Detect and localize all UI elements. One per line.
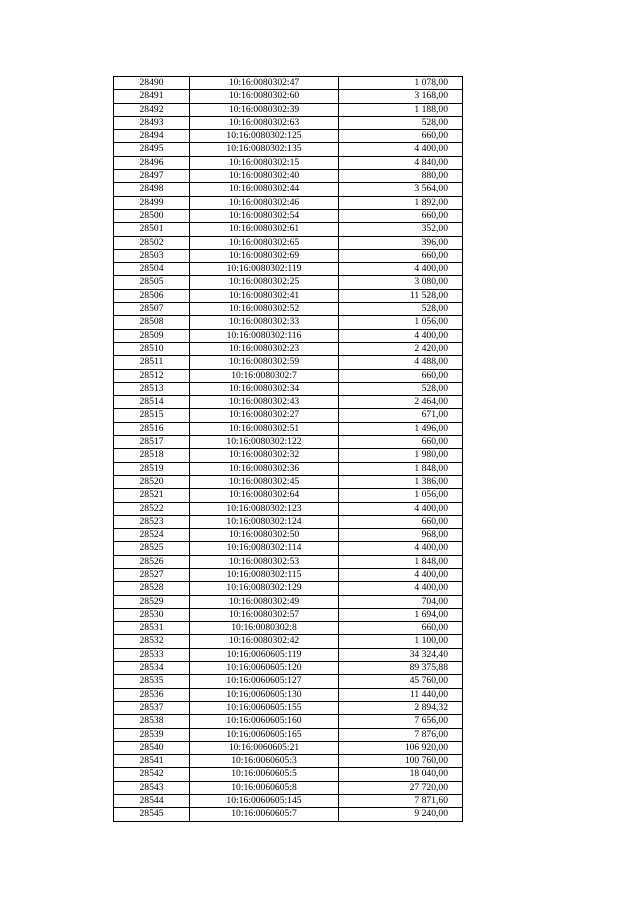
cadastral-number-cell: 10:16:0080302:15 [190, 156, 339, 169]
table-row [114, 103, 463, 116]
amount-cell: 660,00 [339, 436, 463, 449]
table-row [114, 622, 463, 635]
row-number-cell: 28494 [114, 130, 190, 143]
row-number-cell: 28497 [114, 170, 190, 183]
amount-cell: 1 056,00 [339, 489, 463, 502]
table-row [114, 715, 463, 728]
row-number-cell: 28528 [114, 582, 190, 595]
row-number-cell: 28509 [114, 329, 190, 342]
amount-cell: 1 980,00 [339, 449, 463, 462]
row-number-cell: 28543 [114, 781, 190, 794]
data-table [113, 76, 463, 822]
row-number-cell: 28538 [114, 715, 190, 728]
amount-cell: 4 400,00 [339, 502, 463, 515]
table-row [114, 662, 463, 675]
amount-cell: 704,00 [339, 595, 463, 608]
table-row [114, 449, 463, 462]
cadastral-number-cell: 10:16:0060605:5 [190, 768, 339, 781]
cadastral-number-cell: 10:16:0080302:115 [190, 568, 339, 581]
cadastral-number-cell: 10:16:0080302:60 [190, 90, 339, 103]
table-row [114, 502, 463, 515]
cadastral-number-cell: 10:16:0060605:8 [190, 781, 339, 794]
amount-cell: 2 420,00 [339, 342, 463, 355]
row-number-cell: 28526 [114, 555, 190, 568]
cadastral-number-cell: 10:16:0060605:145 [190, 795, 339, 808]
row-number-cell: 28515 [114, 409, 190, 422]
row-number-cell: 28525 [114, 542, 190, 555]
cadastral-number-cell: 10:16:0080302:46 [190, 196, 339, 209]
amount-cell: 660,00 [339, 515, 463, 528]
cadastral-number-cell: 10:16:0080302:50 [190, 529, 339, 542]
table-row [114, 249, 463, 262]
amount-cell: 968,00 [339, 529, 463, 542]
table-row [114, 808, 463, 821]
row-number-cell: 28544 [114, 795, 190, 808]
cadastral-number-cell: 10:16:0080302:49 [190, 595, 339, 608]
amount-cell: 1 496,00 [339, 422, 463, 435]
cadastral-number-cell: 10:16:0060605:160 [190, 715, 339, 728]
cadastral-number-cell: 10:16:0080302:47 [190, 77, 339, 90]
amount-cell: 2 894,32 [339, 701, 463, 714]
amount-cell: 4 400,00 [339, 582, 463, 595]
table-row [114, 170, 463, 183]
table-row [114, 422, 463, 435]
table-row [114, 356, 463, 369]
row-number-cell: 28492 [114, 103, 190, 116]
row-number-cell: 28532 [114, 635, 190, 648]
amount-cell: 660,00 [339, 622, 463, 635]
amount-cell: 1 100,00 [339, 635, 463, 648]
cadastral-number-cell: 10:16:0080302:25 [190, 276, 339, 289]
amount-cell: 528,00 [339, 303, 463, 316]
table-row [114, 329, 463, 342]
row-number-cell: 28513 [114, 382, 190, 395]
amount-cell: 528,00 [339, 382, 463, 395]
amount-cell: 11 528,00 [339, 289, 463, 302]
table-row [114, 236, 463, 249]
cadastral-number-cell: 10:16:0060605:130 [190, 688, 339, 701]
row-number-cell: 28529 [114, 595, 190, 608]
table-body [114, 77, 463, 822]
amount-cell: 4 400,00 [339, 542, 463, 555]
cadastral-number-cell: 10:16:0080302:114 [190, 542, 339, 555]
table-row [114, 515, 463, 528]
amount-cell: 11 440,00 [339, 688, 463, 701]
amount-cell: 27 720,00 [339, 781, 463, 794]
table-row [114, 542, 463, 555]
cadastral-number-cell: 10:16:0080302:34 [190, 382, 339, 395]
amount-cell: 45 760,00 [339, 675, 463, 688]
row-number-cell: 28542 [114, 768, 190, 781]
table-row [114, 635, 463, 648]
row-number-cell: 28511 [114, 356, 190, 369]
amount-cell: 1 078,00 [339, 77, 463, 90]
cadastral-number-cell: 10:16:0080302:124 [190, 515, 339, 528]
amount-cell: 396,00 [339, 236, 463, 249]
row-number-cell: 28505 [114, 276, 190, 289]
row-number-cell: 28495 [114, 143, 190, 156]
row-number-cell: 28500 [114, 209, 190, 222]
amount-cell: 660,00 [339, 209, 463, 222]
row-number-cell: 28537 [114, 701, 190, 714]
table-row [114, 462, 463, 475]
row-number-cell: 28545 [114, 808, 190, 821]
table-row [114, 688, 463, 701]
cadastral-number-cell: 10:16:0080302:119 [190, 263, 339, 276]
cadastral-number-cell: 10:16:0060605:3 [190, 755, 339, 768]
row-number-cell: 28493 [114, 116, 190, 129]
amount-cell: 660,00 [339, 369, 463, 382]
amount-cell: 9 240,00 [339, 808, 463, 821]
table-row [114, 568, 463, 581]
row-number-cell: 28521 [114, 489, 190, 502]
table-row [114, 396, 463, 409]
amount-cell: 7 871,60 [339, 795, 463, 808]
amount-cell: 352,00 [339, 223, 463, 236]
row-number-cell: 28514 [114, 396, 190, 409]
amount-cell: 1 848,00 [339, 555, 463, 568]
table-row [114, 728, 463, 741]
cadastral-number-cell: 10:16:0080302:53 [190, 555, 339, 568]
cadastral-number-cell: 10:16:0080302:116 [190, 329, 339, 342]
row-number-cell: 28498 [114, 183, 190, 196]
amount-cell: 671,00 [339, 409, 463, 422]
cadastral-number-cell: 10:16:0080302:54 [190, 209, 339, 222]
cadastral-number-cell: 10:16:0080302:32 [190, 449, 339, 462]
row-number-cell: 28531 [114, 622, 190, 635]
amount-cell: 4 840,00 [339, 156, 463, 169]
table-row [114, 489, 463, 502]
row-number-cell: 28520 [114, 475, 190, 488]
table-row [114, 183, 463, 196]
row-number-cell: 28523 [114, 515, 190, 528]
row-number-cell: 28491 [114, 90, 190, 103]
table-row [114, 90, 463, 103]
cadastral-number-cell: 10:16:0080302:8 [190, 622, 339, 635]
row-number-cell: 28499 [114, 196, 190, 209]
table-row [114, 143, 463, 156]
table-row [114, 316, 463, 329]
table-row [114, 701, 463, 714]
amount-cell: 34 324,40 [339, 648, 463, 661]
cadastral-number-cell: 10:16:0060605:165 [190, 728, 339, 741]
amount-cell: 880,00 [339, 170, 463, 183]
cadastral-number-cell: 10:16:0080302:125 [190, 130, 339, 143]
table-row [114, 263, 463, 276]
amount-cell: 4 400,00 [339, 263, 463, 276]
table-row [114, 529, 463, 542]
amount-cell: 3 080,00 [339, 276, 463, 289]
cadastral-number-cell: 10:16:0080302:65 [190, 236, 339, 249]
table-row [114, 303, 463, 316]
cadastral-number-cell: 10:16:0080302:52 [190, 303, 339, 316]
table-row [114, 755, 463, 768]
row-number-cell: 28516 [114, 422, 190, 435]
row-number-cell: 28539 [114, 728, 190, 741]
table-row [114, 795, 463, 808]
cadastral-number-cell: 10:16:0060605:119 [190, 648, 339, 661]
cadastral-number-cell: 10:16:0080302:36 [190, 462, 339, 475]
cadastral-number-cell: 10:16:0080302:23 [190, 342, 339, 355]
row-number-cell: 28533 [114, 648, 190, 661]
cadastral-number-cell: 10:16:0060605:7 [190, 808, 339, 821]
cadastral-number-cell: 10:16:0080302:63 [190, 116, 339, 129]
row-number-cell: 28536 [114, 688, 190, 701]
row-number-cell: 28519 [114, 462, 190, 475]
table-row [114, 276, 463, 289]
row-number-cell: 28540 [114, 741, 190, 754]
cadastral-number-cell: 10:16:0080302:123 [190, 502, 339, 515]
row-number-cell: 28518 [114, 449, 190, 462]
cadastral-number-cell: 10:16:0080302:33 [190, 316, 339, 329]
row-number-cell: 28517 [114, 436, 190, 449]
amount-cell: 1 386,00 [339, 475, 463, 488]
row-number-cell: 28535 [114, 675, 190, 688]
row-number-cell: 28502 [114, 236, 190, 249]
cadastral-number-cell: 10:16:0080302:64 [190, 489, 339, 502]
row-number-cell: 28504 [114, 263, 190, 276]
cadastral-number-cell: 10:16:0080302:59 [190, 356, 339, 369]
table-row [114, 116, 463, 129]
row-number-cell: 28501 [114, 223, 190, 236]
amount-cell: 528,00 [339, 116, 463, 129]
amount-cell: 18 040,00 [339, 768, 463, 781]
amount-cell: 7 656,00 [339, 715, 463, 728]
table-row [114, 196, 463, 209]
row-number-cell: 28506 [114, 289, 190, 302]
cadastral-number-cell: 10:16:0080302:69 [190, 249, 339, 262]
row-number-cell: 28508 [114, 316, 190, 329]
cadastral-number-cell: 10:16:0080302:57 [190, 608, 339, 621]
cadastral-number-cell: 10:16:0080302:44 [190, 183, 339, 196]
amount-cell: 1 188,00 [339, 103, 463, 116]
amount-cell: 89 375,88 [339, 662, 463, 675]
cadastral-number-cell: 10:16:0080302:61 [190, 223, 339, 236]
table-row [114, 595, 463, 608]
table-row [114, 608, 463, 621]
amount-cell: 1 694,00 [339, 608, 463, 621]
table-row [114, 409, 463, 422]
table-row [114, 130, 463, 143]
table-row [114, 781, 463, 794]
amount-cell: 3 168,00 [339, 90, 463, 103]
table-row [114, 382, 463, 395]
cadastral-number-cell: 10:16:0080302:135 [190, 143, 339, 156]
amount-cell: 7 876,00 [339, 728, 463, 741]
row-number-cell: 28530 [114, 608, 190, 621]
table-row [114, 77, 463, 90]
cadastral-number-cell: 10:16:0080302:7 [190, 369, 339, 382]
table-row [114, 475, 463, 488]
row-number-cell: 28496 [114, 156, 190, 169]
amount-cell: 1 892,00 [339, 196, 463, 209]
row-number-cell: 28534 [114, 662, 190, 675]
cadastral-number-cell: 10:16:0080302:43 [190, 396, 339, 409]
table-row [114, 209, 463, 222]
row-number-cell: 28510 [114, 342, 190, 355]
amount-cell: 3 564,00 [339, 183, 463, 196]
amount-cell: 106 920,00 [339, 741, 463, 754]
table-row [114, 436, 463, 449]
cadastral-number-cell: 10:16:0080302:122 [190, 436, 339, 449]
row-number-cell: 28507 [114, 303, 190, 316]
table-row [114, 369, 463, 382]
row-number-cell: 28503 [114, 249, 190, 262]
table-row [114, 289, 463, 302]
amount-cell: 4 400,00 [339, 143, 463, 156]
table-row [114, 741, 463, 754]
table-row [114, 768, 463, 781]
cadastral-number-cell: 10:16:0080302:40 [190, 170, 339, 183]
amount-cell: 4 400,00 [339, 329, 463, 342]
amount-cell: 4 488,00 [339, 356, 463, 369]
table-row [114, 223, 463, 236]
row-number-cell: 28512 [114, 369, 190, 382]
cadastral-number-cell: 10:16:0080302:51 [190, 422, 339, 435]
cadastral-number-cell: 10:16:0080302:129 [190, 582, 339, 595]
row-number-cell: 28524 [114, 529, 190, 542]
amount-cell: 660,00 [339, 249, 463, 262]
amount-cell: 4 400,00 [339, 568, 463, 581]
row-number-cell: 28527 [114, 568, 190, 581]
amount-cell: 2 464,00 [339, 396, 463, 409]
table-row [114, 156, 463, 169]
cadastral-number-cell: 10:16:0080302:45 [190, 475, 339, 488]
amount-cell: 1 848,00 [339, 462, 463, 475]
table-row [114, 555, 463, 568]
cadastral-number-cell: 10:16:0080302:42 [190, 635, 339, 648]
table-row [114, 342, 463, 355]
amount-cell: 1 056,00 [339, 316, 463, 329]
row-number-cell: 28541 [114, 755, 190, 768]
cadastral-number-cell: 10:16:0080302:41 [190, 289, 339, 302]
cadastral-number-cell: 10:16:0080302:27 [190, 409, 339, 422]
table-row [114, 675, 463, 688]
table-row [114, 648, 463, 661]
row-number-cell: 28522 [114, 502, 190, 515]
amount-cell: 100 760,00 [339, 755, 463, 768]
amount-cell: 660,00 [339, 130, 463, 143]
cadastral-number-cell: 10:16:0080302:39 [190, 103, 339, 116]
cadastral-number-cell: 10:16:0060605:155 [190, 701, 339, 714]
table-row [114, 582, 463, 595]
row-number-cell: 28490 [114, 77, 190, 90]
cadastral-number-cell: 10:16:0060605:127 [190, 675, 339, 688]
cadastral-number-cell: 10:16:0060605:120 [190, 662, 339, 675]
cadastral-number-cell: 10:16:0060605:21 [190, 741, 339, 754]
